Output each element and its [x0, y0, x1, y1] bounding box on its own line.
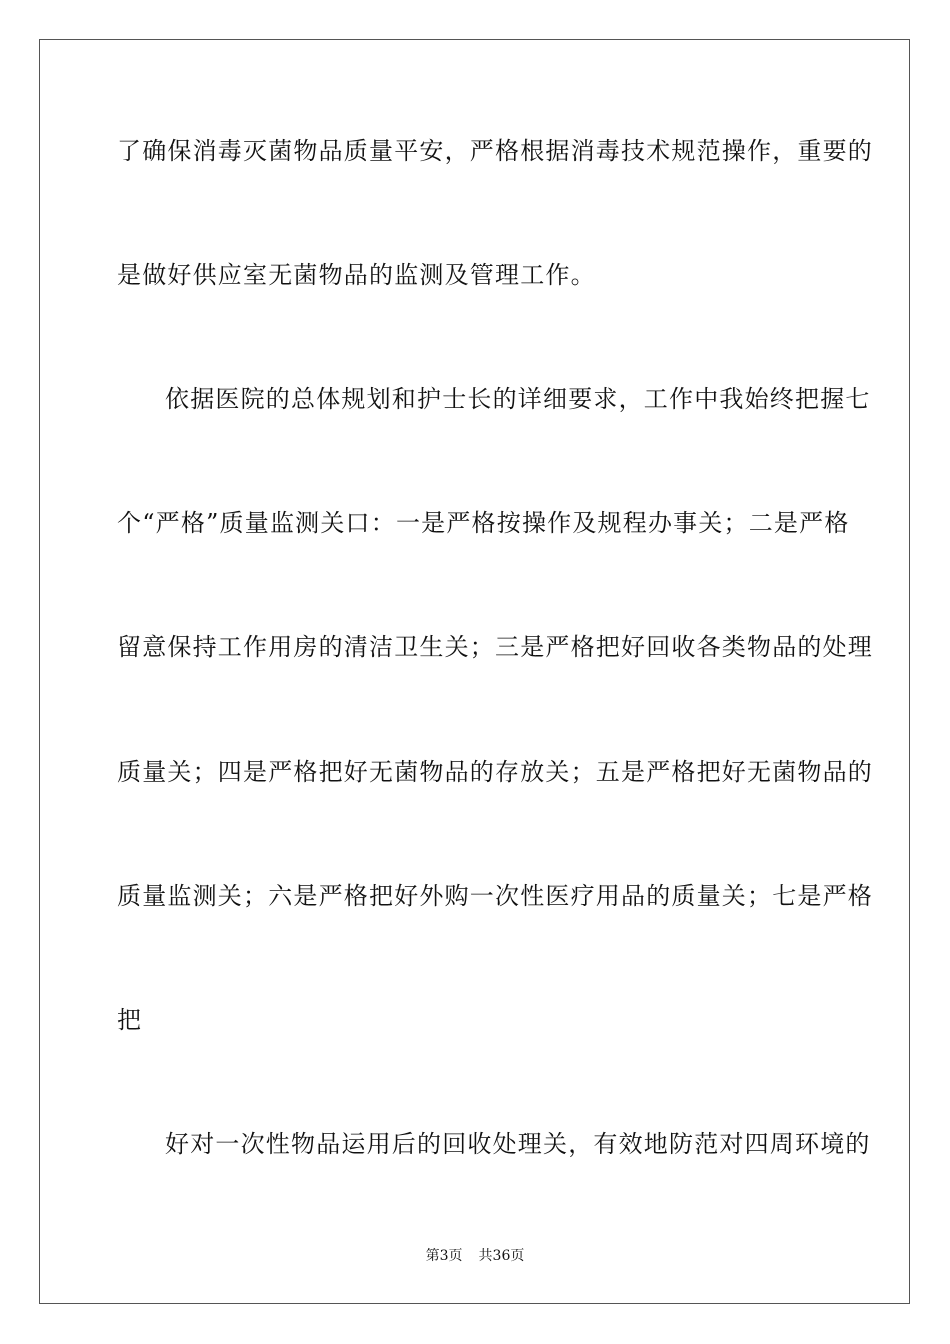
body-text-line: 好对一次性物品运用后的回收处理关，有效地防范对四周环境的	[165, 1130, 871, 1158]
page-border	[39, 39, 910, 1304]
page-number: 第3页	[425, 1248, 463, 1264]
page-total: 共36页	[478, 1248, 525, 1264]
body-text-line: 把	[117, 1006, 143, 1034]
body-text-line: 留意保持工作用房的清洁卫生关；三是严格把好回收各类物品的处理	[117, 633, 873, 661]
body-text-line: 是做好供应室无菌物品的监测及管理工作。	[117, 261, 596, 289]
body-text-line: 依据医院的总体规划和护士长的详细要求，工作中我始终把握七	[165, 385, 871, 413]
body-text-line: 质量关；四是严格把好无菌物品的存放关；五是严格把好无菌物品的	[117, 758, 873, 786]
body-text-line: 质量监测关；六是严格把好外购一次性医疗用品的质量关；七是严格	[117, 882, 873, 910]
body-text-line: 了确保消毒灭菌物品质量平安，严格根据消毒技术规范操作，重要的	[117, 137, 873, 165]
page-footer	[0, 1247, 950, 1265]
body-text-line: 个“严格”质量监测关口：一是严格按操作及规程办事关；二是严格	[117, 509, 850, 537]
